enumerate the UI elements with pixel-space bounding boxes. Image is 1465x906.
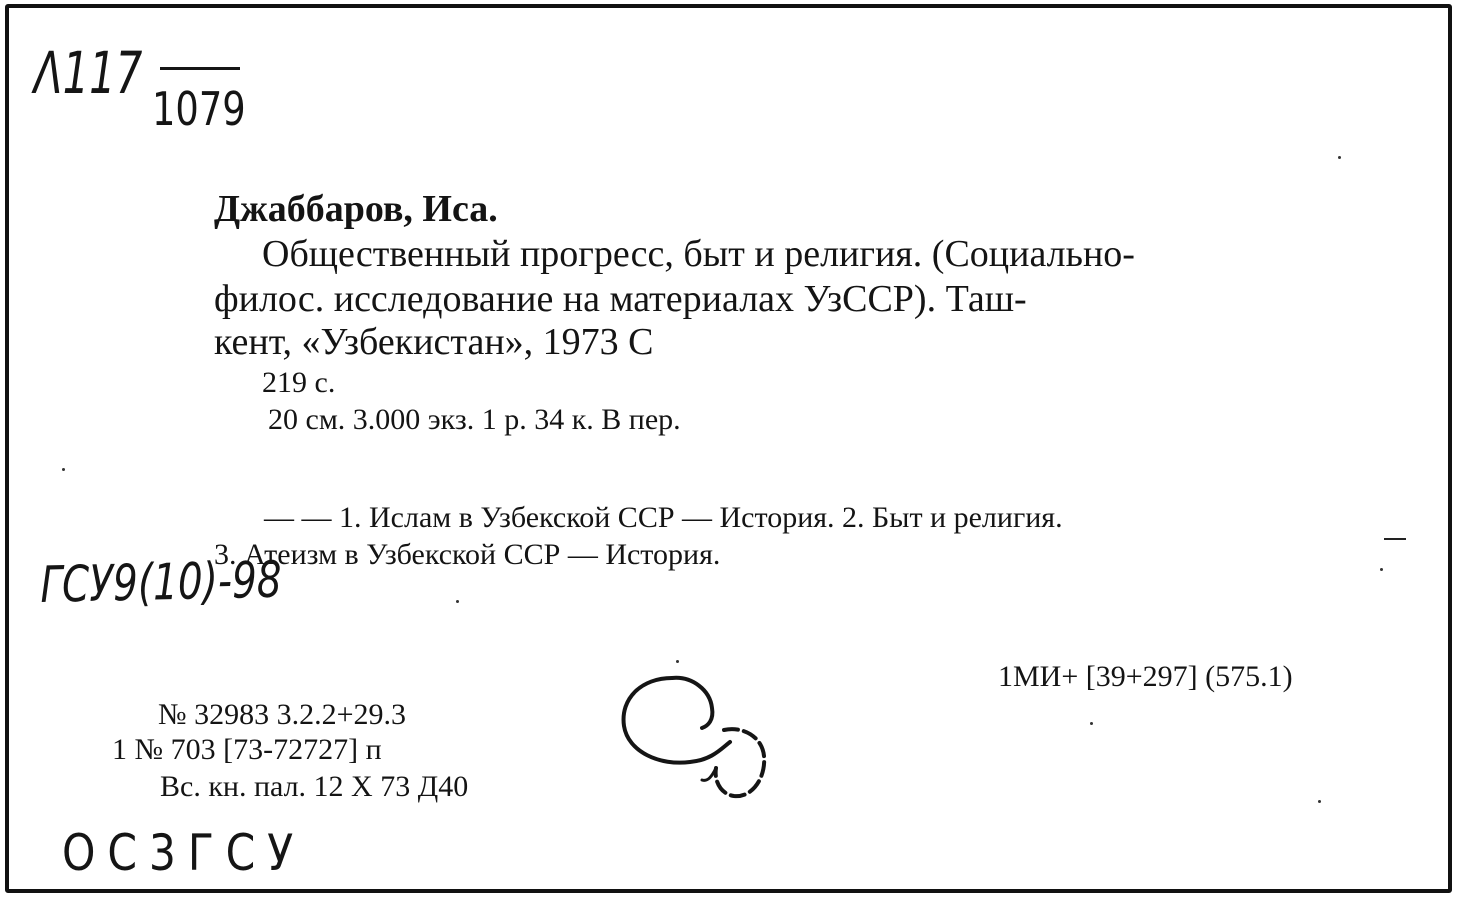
scan-speck [62,468,65,471]
scan-speck [456,600,459,603]
index-code: 1МИ+ [39+297] (575.1) [998,660,1293,693]
pages-count: 219 с. [262,366,336,399]
title-line-2: филос. исследование на материалах УзССР). Таш- [214,278,1027,320]
scan-speck [1338,156,1341,159]
handwritten-shelf-mark-top: Λ117 [34,39,143,107]
handwritten-classification: ГСУ9(10)-98 [39,550,282,614]
title-line-3: кент, «Узбекистан», 1973 С [214,321,654,363]
scan-speck [1318,800,1321,803]
stamp-mark-icon [612,668,782,818]
title-line-1: Общественный прогресс, быт и религия. (Социально- [262,233,1135,275]
author-heading: Джаббаров, Иса. [214,188,498,230]
scan-speck [1380,568,1383,571]
subjects-line-2: 3. Атеизм в Узбекской ССР — История. [214,538,721,571]
shelf-mark-fraction-line [160,67,240,70]
scan-speck [1090,722,1093,725]
imprint-line-3: Вс. кн. пал. 12 Х 73 Д40 [160,770,469,803]
imprint-line-2: 1 № 703 [73-72727] п [112,733,382,766]
physical-description: 20 см. 3.000 экз. 1 р. 34 к. В пер. [268,403,681,436]
subjects-line-1: — — 1. Ислам в Узбекской ССР — История. 2. Быт и религия. [264,501,1063,534]
handwritten-shelf-mark-bottom: 1079 [152,82,246,136]
subjects-trailing-dash [1384,538,1406,540]
imprint-line-1: № 32983 3.2.2+29.3 [158,698,407,731]
scan-speck [676,660,679,663]
handwritten-location-note: ОС3ГСУ [62,824,306,882]
